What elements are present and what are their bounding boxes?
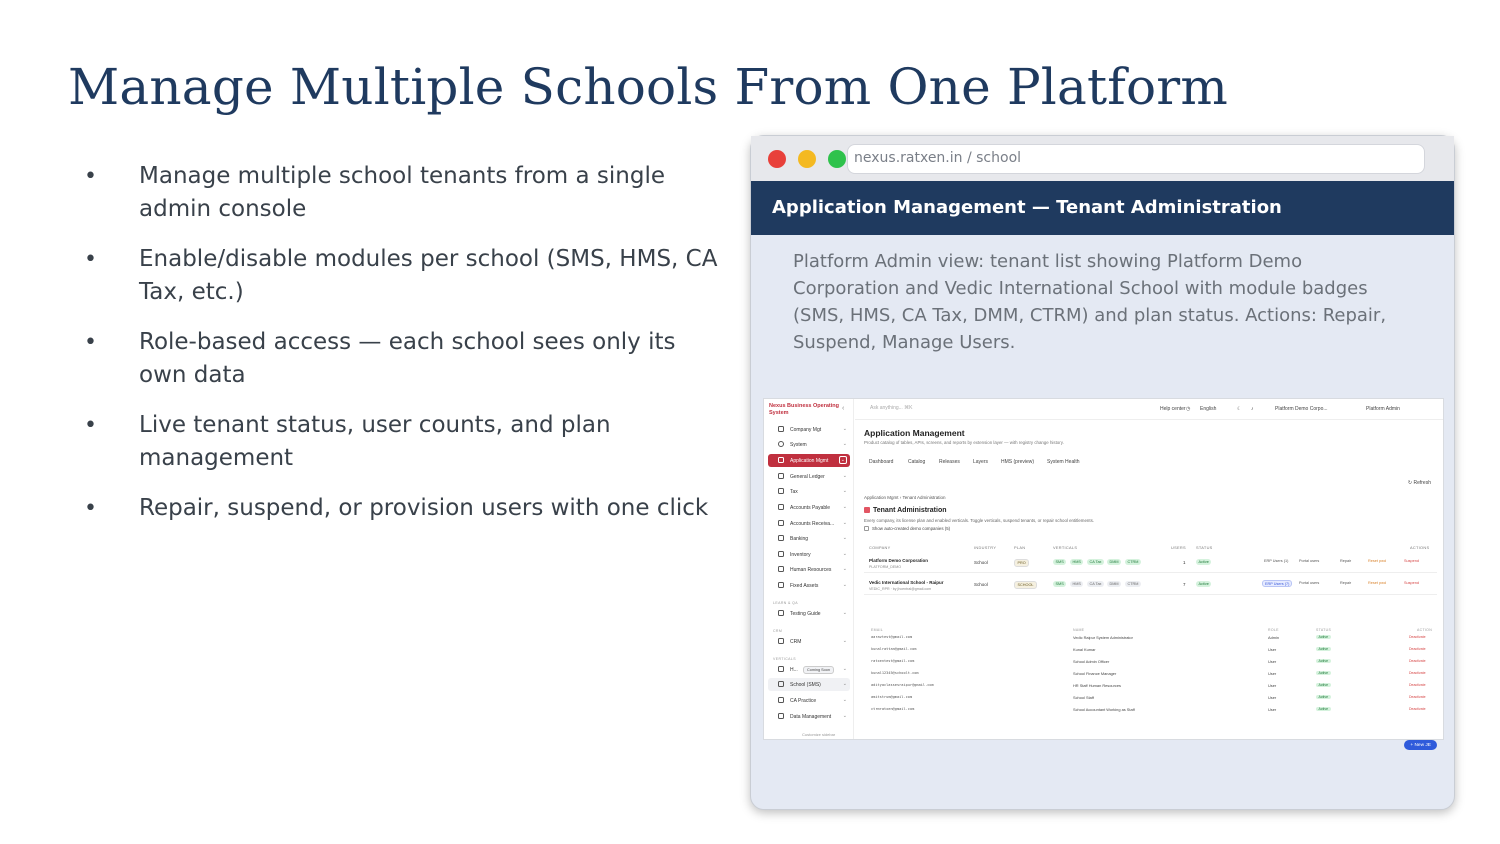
column-header: ROLE bbox=[1268, 628, 1279, 632]
collapse-sidebar-icon[interactable]: ‹ bbox=[842, 405, 845, 412]
bullet-text: Enable/disable modules per school (SMS, HMS, CA Tax, etc.) bbox=[139, 246, 718, 305]
tab-hms-preview[interactable]: HMS (preview) bbox=[1001, 459, 1035, 465]
sidebar-item-application-mgmt[interactable] bbox=[768, 454, 850, 467]
main-content bbox=[855, 420, 1443, 748]
user-status-badge: Active bbox=[1316, 635, 1331, 639]
user-row bbox=[864, 681, 1437, 693]
column-header: STATUS bbox=[1316, 628, 1332, 632]
chevron-down-icon: ⌄ bbox=[842, 713, 847, 719]
user-email: ctrmratxen@gmail.com bbox=[871, 707, 915, 711]
bullet-item bbox=[84, 326, 724, 392]
user-status-badge: Active bbox=[1316, 647, 1331, 651]
checkbox-icon[interactable] bbox=[864, 526, 869, 531]
vertical-badge[interactable]: DMM bbox=[1107, 581, 1121, 587]
plan-badge: PRO bbox=[1014, 559, 1029, 567]
layers-icon bbox=[778, 457, 784, 463]
sidebar-item-label: H... bbox=[790, 666, 798, 673]
bullet-glyph: • bbox=[84, 330, 97, 355]
school-icon bbox=[778, 681, 784, 687]
deactivate-button[interactable]: Deactivate bbox=[1409, 683, 1426, 687]
tenant-admin-title bbox=[864, 507, 947, 514]
box-icon bbox=[778, 551, 784, 557]
asset-icon bbox=[778, 582, 784, 588]
sidebar-item-label: Application Mgmt bbox=[790, 457, 829, 464]
tenant-row bbox=[864, 575, 1437, 595]
new-je-button[interactable]: + New JE bbox=[1404, 740, 1437, 750]
chevron-down-icon: ⌄ bbox=[842, 535, 847, 541]
sidebar-item-banking[interactable] bbox=[768, 532, 850, 545]
user-row bbox=[864, 657, 1437, 669]
deactivate-button[interactable]: Deactivate bbox=[1409, 635, 1426, 639]
bullet-item bbox=[84, 492, 724, 525]
handshake-icon bbox=[778, 638, 784, 644]
sidebar-section-verticals: VERTICALS bbox=[773, 657, 796, 661]
sidebar-item-crm[interactable] bbox=[768, 635, 850, 648]
guide-icon bbox=[778, 610, 784, 616]
browser-window bbox=[750, 135, 1455, 810]
coming-soon-badge: Coming Soon bbox=[803, 666, 834, 674]
bell-icon[interactable]: ♪ bbox=[1251, 406, 1254, 412]
deactivate-button[interactable]: Deactivate bbox=[1409, 659, 1426, 663]
sidebar-section-learn: LEARN & QA bbox=[773, 601, 799, 605]
tenant-industry: School bbox=[974, 582, 988, 587]
bullet-text: Role-based access — each school sees only its own data bbox=[139, 329, 676, 388]
checkbox-label: Show auto-created demo companies (5) bbox=[872, 526, 951, 531]
sidebar-item-label: Company Mgt bbox=[790, 426, 822, 433]
tab-system-health[interactable]: System Health bbox=[1047, 459, 1080, 465]
heart-icon bbox=[778, 666, 784, 672]
chevron-down-icon: ⌄ bbox=[842, 551, 847, 557]
user-status-badge: Active bbox=[1316, 659, 1331, 663]
column-header: NAME bbox=[1073, 628, 1085, 632]
vertical-badge[interactable]: CTRM bbox=[1125, 581, 1141, 587]
breadcrumb-item[interactable]: Application Mgmt bbox=[864, 495, 899, 500]
brand-logo-text: Nexus Business Operating System bbox=[769, 403, 839, 416]
sidebar-item-label: CA Practice bbox=[790, 697, 817, 704]
user-row bbox=[864, 633, 1437, 645]
sidebar-item-accounts-receivable[interactable] bbox=[768, 517, 850, 530]
app-screenshot bbox=[763, 398, 1444, 748]
chevron-down-icon: ⌄ bbox=[840, 457, 845, 463]
vertical-badge[interactable]: CA Tax bbox=[1087, 559, 1104, 565]
tenant-admin-title-text: Tenant Administration bbox=[873, 507, 947, 514]
tab-releases[interactable]: Releases bbox=[939, 459, 960, 465]
bullet-text: Live tenant status, user counts, and plan management bbox=[139, 412, 611, 471]
vertical-badge[interactable]: CA Tax bbox=[1087, 581, 1104, 587]
user-name: School Finance Manager bbox=[1073, 671, 1117, 676]
tenant-name[interactable]: Vedic International School - Raipur bbox=[869, 580, 944, 585]
user-row bbox=[864, 669, 1437, 681]
suspend-button[interactable]: Suspend bbox=[1404, 559, 1419, 563]
deactivate-button[interactable]: Deactivate bbox=[1409, 707, 1426, 711]
slide-title: Manage Multiple Schools From One Platform bbox=[68, 58, 1229, 116]
sidebar-item-school-sms[interactable] bbox=[768, 678, 850, 691]
user-role: User bbox=[1268, 695, 1277, 700]
clock-icon[interactable]: ◷ bbox=[1186, 406, 1191, 412]
circle-icon bbox=[778, 441, 784, 447]
vertical-badge[interactable]: CTRM bbox=[1125, 559, 1141, 565]
percent-icon bbox=[778, 488, 784, 494]
user-name: School Staff bbox=[1073, 695, 1094, 700]
chevron-down-icon: ⌄ bbox=[842, 441, 847, 447]
database-icon bbox=[778, 713, 784, 719]
sidebar-item-ca-practice[interactable] bbox=[768, 694, 850, 707]
bullet-list bbox=[84, 160, 724, 542]
bullet-glyph: • bbox=[84, 413, 97, 438]
user-status-badge: Active bbox=[1316, 695, 1331, 699]
bullet-item bbox=[84, 160, 724, 226]
column-header: ACTIONS bbox=[1410, 545, 1430, 550]
chevron-down-icon: ⌄ bbox=[842, 697, 847, 703]
user-name: Kunal Kumar bbox=[1073, 647, 1096, 652]
status-badge: Active bbox=[1196, 559, 1211, 565]
tenant-users-count: 1 bbox=[1183, 560, 1186, 565]
browser-chrome bbox=[751, 136, 1454, 181]
tenant-code: VEDIC_RPR · by jhcentral@gmail.com bbox=[869, 587, 932, 591]
column-header: INDUSTRY bbox=[974, 545, 997, 550]
reset-password-button[interactable]: Reset pwd bbox=[1368, 581, 1386, 585]
sidebar-item-fixed-assets[interactable] bbox=[768, 579, 850, 592]
app-header-title: Application Management — Tenant Administration bbox=[751, 181, 1454, 235]
sidebar-item-label: Human Resources bbox=[790, 566, 832, 573]
vertical-badge[interactable]: SMS bbox=[1053, 581, 1066, 587]
user-role: User bbox=[1268, 647, 1277, 652]
chevron-down-icon: ⌄ bbox=[842, 520, 847, 526]
page-subtitle: Product catalog of tables, APIs, screens, and reports by extension layer — with registry change history. bbox=[864, 440, 1064, 445]
help-center-link[interactable]: Help center bbox=[1160, 406, 1186, 412]
chevron-down-icon: ⌄ bbox=[842, 638, 847, 644]
receipt-icon bbox=[778, 520, 784, 526]
sidebar-item-label: Fixed Assets bbox=[790, 582, 819, 589]
column-header: ACTION bbox=[1417, 628, 1433, 632]
scale-icon bbox=[778, 697, 784, 703]
breadcrumb-item: Tenant Administration bbox=[902, 495, 946, 500]
user-email: kunal12345@schoolt.com bbox=[871, 671, 919, 675]
language-select[interactable]: English bbox=[1200, 406, 1217, 412]
status-badge: Active bbox=[1196, 581, 1211, 587]
sidebar-item-label: General Ledger bbox=[790, 473, 825, 480]
sidebar-item-label: Tax bbox=[790, 488, 798, 495]
erp-users-button[interactable]: ERP Users (7) bbox=[1262, 580, 1292, 587]
user-name: HR Staff Human Resources bbox=[1073, 683, 1121, 688]
sidebar bbox=[764, 399, 854, 739]
tenant-users-count: 7 bbox=[1183, 582, 1186, 587]
users-icon bbox=[778, 566, 784, 572]
user-row bbox=[864, 645, 1437, 657]
bullet-text: Manage multiple school tenants from a single admin console bbox=[139, 163, 666, 222]
user-email: kunalrattan@gmail.com bbox=[871, 647, 917, 651]
column-header: STATUS bbox=[1196, 545, 1213, 550]
tab-layers[interactable]: Layers bbox=[973, 459, 989, 465]
portal-users-button[interactable]: Portal users bbox=[1299, 581, 1320, 585]
tab-catalog[interactable]: Catalog bbox=[908, 459, 926, 465]
column-header: VERTICALS bbox=[1053, 545, 1078, 550]
sidebar-item-testing-guide[interactable] bbox=[768, 607, 850, 620]
company-switcher[interactable]: Platform Demo Corpo... bbox=[1275, 406, 1328, 412]
tenant-industry: School bbox=[974, 560, 988, 565]
chevron-down-icon: ⌄ bbox=[842, 473, 847, 479]
bullet-item bbox=[84, 243, 724, 309]
receipt-icon bbox=[778, 504, 784, 510]
topbar bbox=[855, 399, 1443, 420]
breadcrumb bbox=[864, 495, 945, 500]
user-menu[interactable]: Platform Admin bbox=[1366, 406, 1400, 412]
vertical-badge[interactable]: HMS bbox=[1070, 559, 1083, 565]
lock-icon bbox=[864, 507, 870, 513]
sidebar-item-label: Accounts Payable bbox=[790, 504, 831, 511]
deactivate-button[interactable]: Deactivate bbox=[1409, 647, 1426, 651]
screenshot-caption: Platform Admin view: tenant list showing Platform Demo Corporation and Vedic International School with module badges (SMS, HMS, CA Tax, DMM, CTRM) and plan status. Actions: Repair, Suspend, Manage Users. bbox=[793, 251, 1387, 353]
sidebar-item-human-resources[interactable] bbox=[768, 563, 850, 576]
bullet-item bbox=[84, 409, 724, 475]
bullet-glyph: • bbox=[84, 164, 97, 189]
customize-sidebar-link[interactable]: Customize sidebar bbox=[802, 732, 836, 737]
bank-icon bbox=[778, 535, 784, 541]
column-header: COMPANY bbox=[869, 545, 891, 550]
user-name: School Accountant Working as Staff bbox=[1073, 707, 1135, 712]
chevron-down-icon: ⌄ bbox=[842, 426, 847, 432]
sidebar-item-label: Inventory bbox=[790, 551, 811, 558]
address-bar[interactable]: nexus.ratxen.in / school bbox=[847, 144, 1425, 174]
chevron-down-icon: ⌄ bbox=[842, 666, 847, 672]
refresh-button[interactable]: ↻ Refresh bbox=[1407, 480, 1431, 486]
sidebar-item-general-ledger[interactable] bbox=[768, 470, 850, 483]
user-status-badge: Active bbox=[1316, 683, 1331, 687]
chevron-down-icon: ⌄ bbox=[842, 610, 847, 616]
building-icon bbox=[778, 426, 784, 432]
sidebar-item-hms[interactable] bbox=[768, 663, 850, 676]
show-auto-created-checkbox[interactable] bbox=[864, 526, 950, 531]
vertical-badge[interactable]: DMM bbox=[1107, 559, 1121, 565]
user-row bbox=[864, 705, 1437, 717]
bullet-glyph: • bbox=[84, 247, 97, 272]
bullet-glyph: • bbox=[84, 496, 97, 521]
chevron-down-icon: ⌄ bbox=[842, 681, 847, 687]
user-role: User bbox=[1268, 707, 1277, 712]
user-email: amitstrum@gmail.com bbox=[871, 695, 913, 699]
sidebar-item-label: Data Management bbox=[790, 713, 832, 720]
suspend-button[interactable]: Suspend bbox=[1404, 581, 1419, 585]
maximize-window-button[interactable] bbox=[828, 150, 846, 168]
chevron-down-icon: ⌄ bbox=[842, 566, 847, 572]
tenant-admin-subtitle: Every company, its license plan and enabled verticals. Toggle verticals, suspend tenants, or repair school entitlements. bbox=[864, 518, 1094, 523]
user-status-badge: Active bbox=[1316, 671, 1331, 675]
sidebar-item-label: School (SMS) bbox=[790, 681, 821, 688]
user-role: User bbox=[1268, 671, 1277, 676]
bullet-text: Repair, suspend, or provision users with one click bbox=[139, 495, 709, 521]
tenant-name[interactable]: Platform Demo Corporation bbox=[869, 558, 929, 563]
tab-dashboard[interactable]: Dashboard bbox=[869, 459, 894, 465]
sidebar-item-system[interactable] bbox=[768, 438, 850, 451]
user-role: Admin bbox=[1268, 635, 1280, 640]
deactivate-button[interactable]: Deactivate bbox=[1409, 695, 1426, 699]
user-name: Vedic Raipur System Administrator bbox=[1073, 635, 1133, 640]
repair-button[interactable]: Repair bbox=[1340, 581, 1352, 585]
search-input[interactable]: Ask anything... ⌘K bbox=[870, 405, 913, 411]
user-name: School Admin Officer bbox=[1073, 659, 1110, 664]
sidebar-item-label: Banking bbox=[790, 535, 809, 542]
user-role: User bbox=[1268, 659, 1277, 664]
tenant-row bbox=[864, 553, 1437, 573]
breadcrumb-separator: › bbox=[899, 495, 902, 500]
chevron-down-icon: ⌄ bbox=[842, 504, 847, 510]
repair-button[interactable]: Repair bbox=[1340, 559, 1352, 563]
vertical-badge[interactable]: HMS bbox=[1070, 581, 1083, 587]
erp-users-button[interactable]: ERP Users (1) bbox=[1264, 559, 1289, 563]
close-window-button[interactable] bbox=[768, 150, 786, 168]
page-title: Application Management bbox=[864, 428, 965, 438]
sidebar-item-label: System bbox=[790, 441, 807, 448]
sidebar-item-label: Accounts Receiva... bbox=[790, 520, 835, 527]
column-header: PLAN bbox=[1014, 545, 1026, 550]
column-header: EMAIL bbox=[871, 628, 884, 632]
user-email: adityaclassesraipur@gmail.com bbox=[871, 683, 934, 687]
user-email: aaravtest@gmail.com bbox=[871, 635, 913, 639]
tenant-code: PLATFORM_DEMO bbox=[869, 565, 902, 569]
sidebar-item-accounts-payable[interactable] bbox=[768, 501, 850, 514]
sidebar-item-label: Testing Guide bbox=[790, 610, 821, 617]
user-status-badge: Active bbox=[1316, 707, 1331, 711]
sidebar-item-data-management[interactable] bbox=[768, 710, 850, 723]
user-row bbox=[864, 693, 1437, 705]
minimize-window-button[interactable] bbox=[798, 150, 816, 168]
column-header: USERS bbox=[1171, 545, 1186, 550]
reset-password-button[interactable]: Reset pwd bbox=[1368, 559, 1386, 563]
sidebar-item-label: CRM bbox=[790, 638, 802, 645]
chevron-down-icon: ⌄ bbox=[842, 582, 847, 588]
book-icon bbox=[778, 473, 784, 479]
portal-users-button[interactable]: Portal users bbox=[1299, 559, 1320, 563]
user-role: User bbox=[1268, 683, 1277, 688]
sidebar-section-crm: CRM bbox=[773, 629, 783, 633]
sidebar-item-company-mgt[interactable] bbox=[768, 423, 850, 436]
theme-toggle-icon[interactable]: ☾ bbox=[1237, 406, 1242, 412]
user-email: ratxentest@gmail.com bbox=[871, 659, 915, 663]
plan-badge: SCHOOL bbox=[1014, 581, 1037, 589]
chevron-down-icon: ⌄ bbox=[842, 488, 847, 494]
vertical-badge[interactable]: SMS bbox=[1053, 559, 1066, 565]
sidebar-item-inventory[interactable] bbox=[768, 548, 850, 561]
deactivate-button[interactable]: Deactivate bbox=[1409, 671, 1426, 675]
sidebar-item-tax[interactable] bbox=[768, 485, 850, 498]
